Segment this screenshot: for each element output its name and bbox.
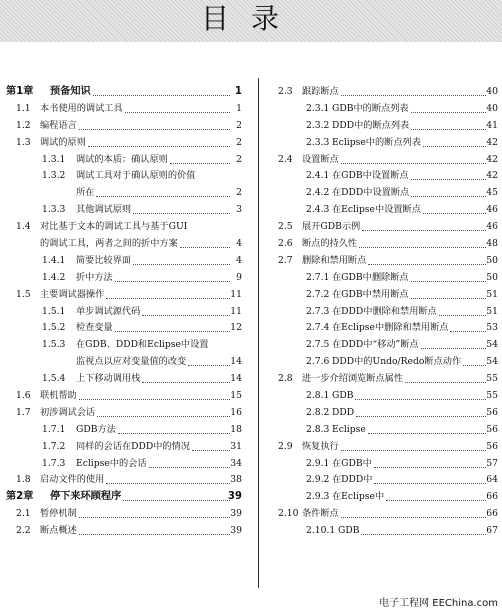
toc-entry-title: 在GDB中删除断点: [332, 271, 409, 283]
dot-leader: [355, 399, 486, 400]
toc-entry-title: 条件断点: [302, 508, 339, 520]
dot-leader: [411, 281, 486, 282]
toc-entry: [274, 523, 498, 540]
dot-leader: [368, 264, 486, 265]
toc-entry-title: 编程语言: [40, 119, 77, 131]
toc-entry-number: 2.9: [278, 440, 293, 452]
toc-entry-number: 2.7.5: [306, 339, 330, 351]
page-title: 目录: [200, 2, 301, 35]
toc-entry: [274, 84, 498, 101]
toc-entry-title: 暂停机制: [40, 508, 77, 520]
toc-entry-number: 1.2: [16, 119, 31, 131]
toc-entry-title: 检查变量: [76, 322, 113, 334]
toc-entry-number: 第1章: [6, 86, 34, 97]
toc-entry-title: 对比基于文本的调试工具与基于GUI: [40, 221, 188, 233]
dot-leader: [341, 163, 486, 164]
toc-entry-title: 在Eclipse中设置断点: [332, 204, 421, 216]
toc-entry-title: 在Eclipse中删除和禁用断点: [332, 322, 449, 334]
dot-leader: [97, 416, 230, 417]
dot-leader: [439, 315, 486, 316]
toc-entry-number: 2.8.1: [306, 390, 330, 402]
dot-leader: [79, 399, 230, 400]
toc-entry-page: 2: [236, 153, 242, 165]
toc-entry: [6, 489, 242, 506]
toc-entry: [274, 219, 498, 236]
toc-entry: [274, 456, 498, 473]
toc-entry-page: 46: [486, 221, 498, 233]
toc-entry-number: 2.5: [278, 221, 293, 233]
dot-leader: [142, 315, 230, 316]
toc-entry-number: 1.5.3: [42, 339, 66, 351]
toc-entry: [274, 185, 498, 202]
toc-entry-number: 2.10: [278, 508, 299, 520]
toc-entry-number: 1.6: [16, 390, 31, 402]
toc-entry-title: GDB: [338, 525, 360, 537]
dot-leader: [411, 179, 486, 180]
toc-entry-number: 1.3.1: [42, 153, 66, 165]
toc-entry-title: 单步调试源代码: [76, 305, 141, 317]
toc-right-column: [274, 84, 498, 540]
toc-entry-number: 2.7: [278, 254, 293, 266]
toc-entry: [274, 135, 498, 152]
toc-entry-page: 55: [486, 373, 498, 385]
toc-entry-number: 1.7.2: [42, 440, 66, 452]
toc-entry: [274, 489, 498, 506]
dot-leader: [359, 247, 486, 248]
toc-entry-page: 16: [230, 406, 242, 418]
toc-entry-number: 2.8.3: [306, 423, 330, 435]
toc-entry-page: 2: [236, 119, 242, 131]
dot-leader: [106, 298, 230, 299]
toc-entry-number: 2.8: [278, 373, 293, 385]
toc-entry-title: 预备知识: [50, 86, 91, 97]
toc-entry-title: 折中方法: [76, 271, 113, 283]
toc-entry-number: 2.8.2: [306, 406, 330, 418]
dot-leader: [142, 382, 230, 383]
toc-entry-number: 1.5: [16, 288, 31, 300]
toc-entry-page: 31: [230, 440, 242, 452]
toc-entry-number: 2.4.1: [306, 170, 330, 182]
toc-entry: [6, 84, 242, 101]
toc-entry-page: 34: [230, 457, 242, 469]
toc-entry-title: 监视点以应对变量值的改变: [76, 356, 187, 368]
toc-entry-page: 42: [486, 136, 498, 148]
toc-entry: [6, 152, 242, 169]
dot-leader: [463, 365, 486, 366]
toc-entry: [6, 287, 242, 304]
dot-leader: [450, 331, 486, 332]
toc-entry-page: 66: [486, 508, 498, 520]
toc-entry: [6, 320, 242, 337]
toc-entry: [6, 439, 242, 456]
toc-entry-title: DDD中的Undo/Redo断点动作: [332, 356, 462, 368]
toc-entry-page: 15: [230, 390, 242, 402]
toc-entry-number: 2.4.2: [306, 187, 330, 199]
dot-leader: [368, 433, 486, 434]
toc-entry-number: 1.1: [16, 102, 31, 114]
toc-entry: [6, 253, 242, 270]
toc-entry-number: 2.7.6: [306, 356, 330, 368]
toc-entry-number: 2.9.3: [306, 491, 330, 503]
toc-entry: [274, 371, 498, 388]
toc-entry-title: 上下移动调用栈: [76, 373, 141, 385]
toc-entry: [6, 304, 242, 321]
toc-entry: [274, 168, 498, 185]
dot-leader: [421, 348, 486, 349]
toc-entry-number: 1.4: [16, 221, 31, 233]
toc-entry-title: 初涉调试会话: [40, 406, 96, 418]
toc-entry-title: 在DDD中: [332, 474, 373, 486]
toc-entry-title: 在GDB、DDD和Eclipse中设置: [76, 339, 209, 351]
toc-entry: [274, 439, 498, 456]
toc-entry-page: 56: [486, 440, 498, 452]
toc-entry: [274, 506, 498, 523]
dot-leader: [411, 196, 486, 197]
toc-entry: [6, 456, 242, 473]
toc-entry-title: DDD: [332, 406, 355, 418]
toc-entry: [274, 118, 498, 135]
dot-leader: [374, 483, 486, 484]
toc-entry-title: 其他调试原则: [76, 204, 132, 216]
toc-entry-page: 46: [486, 204, 498, 216]
toc-entry-title: 在DDD中删除和禁用断点: [332, 305, 437, 317]
toc-entry-page: 50: [486, 271, 498, 283]
toc-entry-page: 11: [230, 305, 242, 317]
toc-entry: [6, 185, 242, 202]
toc-entry: [6, 219, 242, 236]
toc-entry-page: 64: [486, 474, 498, 486]
dot-leader: [79, 534, 230, 535]
toc-entry: [6, 168, 242, 185]
toc-entry-number: 2.10.1: [306, 525, 336, 537]
toc-entry-number: 2.3: [278, 86, 293, 97]
toc-entry-page: 39: [230, 508, 242, 520]
toc-entry: [274, 320, 498, 337]
toc-entry-title: 恢复执行: [302, 440, 339, 452]
toc-entry-page: 1: [236, 102, 242, 114]
toc-entry-title: 主要调试器操作: [40, 288, 105, 300]
toc-entry-page: 14: [230, 356, 242, 368]
toc-entry-page: 2: [236, 136, 242, 148]
dot-leader: [96, 196, 230, 197]
toc-entry-page: 56: [486, 406, 498, 418]
toc-entry-number: 2.3.1: [306, 102, 330, 114]
toc-entry: [274, 354, 498, 371]
toc-entry-number: 2.9.1: [306, 457, 330, 469]
toc-entry-title: Eclipse中的会话: [76, 457, 147, 469]
toc-entry-number: 2.3.3: [306, 136, 330, 148]
dot-leader: [118, 433, 230, 434]
toc-entry-page: 42: [486, 153, 498, 165]
toc-entry-number: 2.9.2: [306, 474, 330, 486]
toc-entry-number: 1.5.2: [42, 322, 66, 334]
dot-leader: [123, 500, 230, 501]
toc-entry-page: 14: [230, 373, 242, 385]
toc-entry-page: 50: [486, 254, 498, 266]
toc-entry: [274, 422, 498, 439]
toc-entry: [274, 287, 498, 304]
toc-entry-page: 56: [486, 423, 498, 435]
toc-entry-number: 1.3.3: [42, 204, 66, 216]
dot-leader: [405, 382, 486, 383]
toc-entry-title: 所在: [76, 187, 95, 199]
toc-entry-title: GDB中的断点列表: [332, 102, 409, 114]
toc-entry-title: 联机帮助: [40, 390, 77, 402]
toc-entry-number: 1.4.2: [42, 271, 66, 283]
toc-entry-page: 45: [486, 187, 498, 199]
dot-leader: [79, 129, 230, 130]
toc-entry-page: 42: [486, 170, 498, 182]
toc-entry-page: 9: [236, 271, 242, 283]
toc-entry-page: 54: [486, 356, 498, 368]
toc-entry-page: 39: [230, 525, 242, 537]
toc-entry-title: 本书使用的调试工具: [40, 102, 123, 114]
dot-leader: [411, 112, 486, 113]
toc-entry: [274, 405, 498, 422]
dot-leader: [362, 230, 486, 231]
toc-entry-number: 1.7.1: [42, 423, 66, 435]
toc-entry-page: 51: [486, 288, 498, 300]
watermark-footer: 电子工程网 EEChina.com: [379, 598, 498, 609]
dot-leader: [411, 298, 486, 299]
toc-entry-title: 删除和禁用断点: [302, 254, 367, 266]
toc-entry: [6, 135, 242, 152]
toc-entry: [6, 523, 242, 540]
toc-entry-number: 2.2: [16, 525, 31, 537]
toc-entry-page: 18: [230, 423, 242, 435]
toc-entry-title: 停下来环顾程序: [50, 491, 122, 503]
toc-entry-page: 48: [486, 238, 498, 250]
toc-entry-page: 3: [236, 204, 242, 216]
toc-entry-page: 1: [234, 86, 242, 97]
dot-leader: [361, 534, 486, 535]
dot-leader: [106, 483, 230, 484]
dot-leader: [341, 95, 486, 96]
toc-entry-title: 断点概述: [40, 525, 77, 537]
toc-entry-title: 调试工具对于确认原则的价值: [76, 170, 196, 182]
toc-entry-number: 1.3: [16, 136, 31, 148]
toc-entry-number: 1.4.1: [42, 254, 66, 266]
toc-entry: [274, 236, 498, 253]
toc-left-column: [6, 84, 242, 540]
toc-entry-title: 的调试工具，两者之间的折中方案: [40, 238, 178, 250]
toc-entry-title: 断点的持久性: [302, 238, 358, 250]
dot-leader: [374, 467, 486, 468]
toc-entry-number: 1.7: [16, 406, 31, 418]
toc-entry-page: 55: [486, 390, 498, 402]
toc-entry-number: 2.6: [278, 238, 293, 250]
dot-leader: [356, 416, 486, 417]
toc-entry-title: 在GDB中设置断点: [332, 170, 409, 182]
toc-entry-page: 4: [236, 254, 242, 266]
toc-entry: [6, 337, 242, 354]
toc-entry: [6, 388, 242, 405]
toc-entry-page: 40: [486, 86, 498, 97]
toc-entry: [274, 472, 498, 489]
toc-entry-title: 调试的本质：确认原则: [76, 153, 168, 165]
dot-leader: [88, 146, 230, 147]
toc-entry-page: 66: [486, 491, 498, 503]
toc-entry-number: 2.7.1: [306, 271, 330, 283]
toc-entry-number: 2.7.3: [306, 305, 330, 317]
dot-leader: [423, 213, 486, 214]
toc-entry-title: 在GDB中: [332, 457, 372, 469]
toc-entry-number: 2.3.2: [306, 119, 330, 131]
toc-entry: [274, 388, 498, 405]
toc-entry: [6, 422, 242, 439]
toc-entry-number: 1.8: [16, 474, 31, 486]
toc-entry-page: 40: [486, 102, 498, 114]
toc-entry-number: 1.5.1: [42, 305, 66, 317]
toc-entry: [6, 236, 242, 253]
toc-entry-title: GDB方法: [76, 423, 116, 435]
dot-leader: [423, 146, 486, 147]
toc-entry-title: 同样的会话在DDD中的情况: [76, 440, 190, 452]
toc-entry-page: 53: [486, 322, 498, 334]
toc-entry: [274, 152, 498, 169]
toc-entry-number: 2.7.2: [306, 288, 330, 300]
toc-entry-title: 在DDD中“移动”断点: [332, 339, 419, 351]
toc-entry-title: 在GDB中禁用断点: [332, 288, 409, 300]
toc-entry-page: 54: [486, 339, 498, 351]
toc-entry: [6, 472, 242, 489]
dot-leader: [115, 281, 230, 282]
dot-leader: [115, 331, 230, 332]
toc-entry: [6, 101, 242, 118]
toc-entry-number: 2.4: [278, 153, 293, 165]
toc-entry-title: 调试的原则: [40, 136, 86, 148]
toc-entry: [6, 118, 242, 135]
toc-entry-page: 2: [236, 187, 242, 199]
toc-entry-number: 2.4.3: [306, 204, 330, 216]
dot-leader: [411, 129, 486, 130]
toc-entry-title: 在Eclipse中: [332, 491, 385, 503]
toc-entry: [274, 304, 498, 321]
toc-entry: [274, 253, 498, 270]
toc-entry-title: 简要比较界面: [76, 254, 132, 266]
dot-leader: [125, 112, 230, 113]
dot-leader: [341, 450, 486, 451]
column-divider: [258, 78, 259, 588]
toc-entry-page: 38: [230, 474, 242, 486]
toc-entry: [274, 202, 498, 219]
toc-entry: [6, 371, 242, 388]
toc-entry: [6, 270, 242, 287]
toc-entry-number: 1.3.2: [42, 170, 66, 182]
toc-entry: [6, 202, 242, 219]
toc-entry-title: 跟踪断点: [302, 86, 339, 97]
dot-leader: [133, 264, 230, 265]
toc-entry-page: 39: [227, 491, 242, 503]
toc-entry: [6, 405, 242, 422]
toc-entry-title: 设置断点: [302, 153, 339, 165]
dot-leader: [170, 163, 230, 164]
toc-entry: [274, 337, 498, 354]
toc-entry-page: 11: [230, 288, 242, 300]
dot-leader: [79, 517, 230, 518]
toc-entry-title: 进一步介绍浏览断点属性: [302, 373, 404, 385]
toc-entry: [274, 101, 498, 118]
dot-leader: [180, 247, 230, 248]
toc-entry-title: Eclipse中的断点列表: [332, 136, 421, 148]
dot-leader: [341, 517, 486, 518]
toc-entry-number: 2.1: [16, 508, 31, 520]
toc-entry-title: 展开GDB示例: [302, 221, 361, 233]
toc-entry-page: 57: [486, 457, 498, 469]
toc-entry-page: 51: [486, 305, 498, 317]
toc-entry-page: 67: [486, 525, 498, 537]
toc-entry-title: 在DDD中设置断点: [332, 187, 410, 199]
toc-entry-number: 1.7.3: [42, 457, 66, 469]
toc-entry-title: DDD中的断点列表: [332, 119, 410, 131]
toc-entry-page: 4: [236, 238, 242, 250]
toc-entry-number: 第2章: [6, 491, 34, 503]
toc-entry-number: 2.7.4: [306, 322, 330, 334]
toc-entry: [274, 270, 498, 287]
dot-leader: [133, 213, 230, 214]
dot-leader: [188, 365, 230, 366]
toc-entry-page: 12: [230, 322, 242, 334]
toc-entry-title: 启动文件的使用: [40, 474, 105, 486]
toc-entry-title: Eclipse: [332, 423, 366, 435]
toc-entry: [6, 354, 242, 371]
dot-leader: [386, 500, 486, 501]
toc-entry-number: 1.5.4: [42, 373, 66, 385]
dot-leader: [149, 467, 230, 468]
toc-entry: [6, 506, 242, 523]
toc-entry-page: 41: [486, 119, 498, 131]
dot-leader: [93, 95, 230, 96]
toc-entry-title: GDB: [332, 390, 354, 402]
dot-leader: [192, 450, 230, 451]
